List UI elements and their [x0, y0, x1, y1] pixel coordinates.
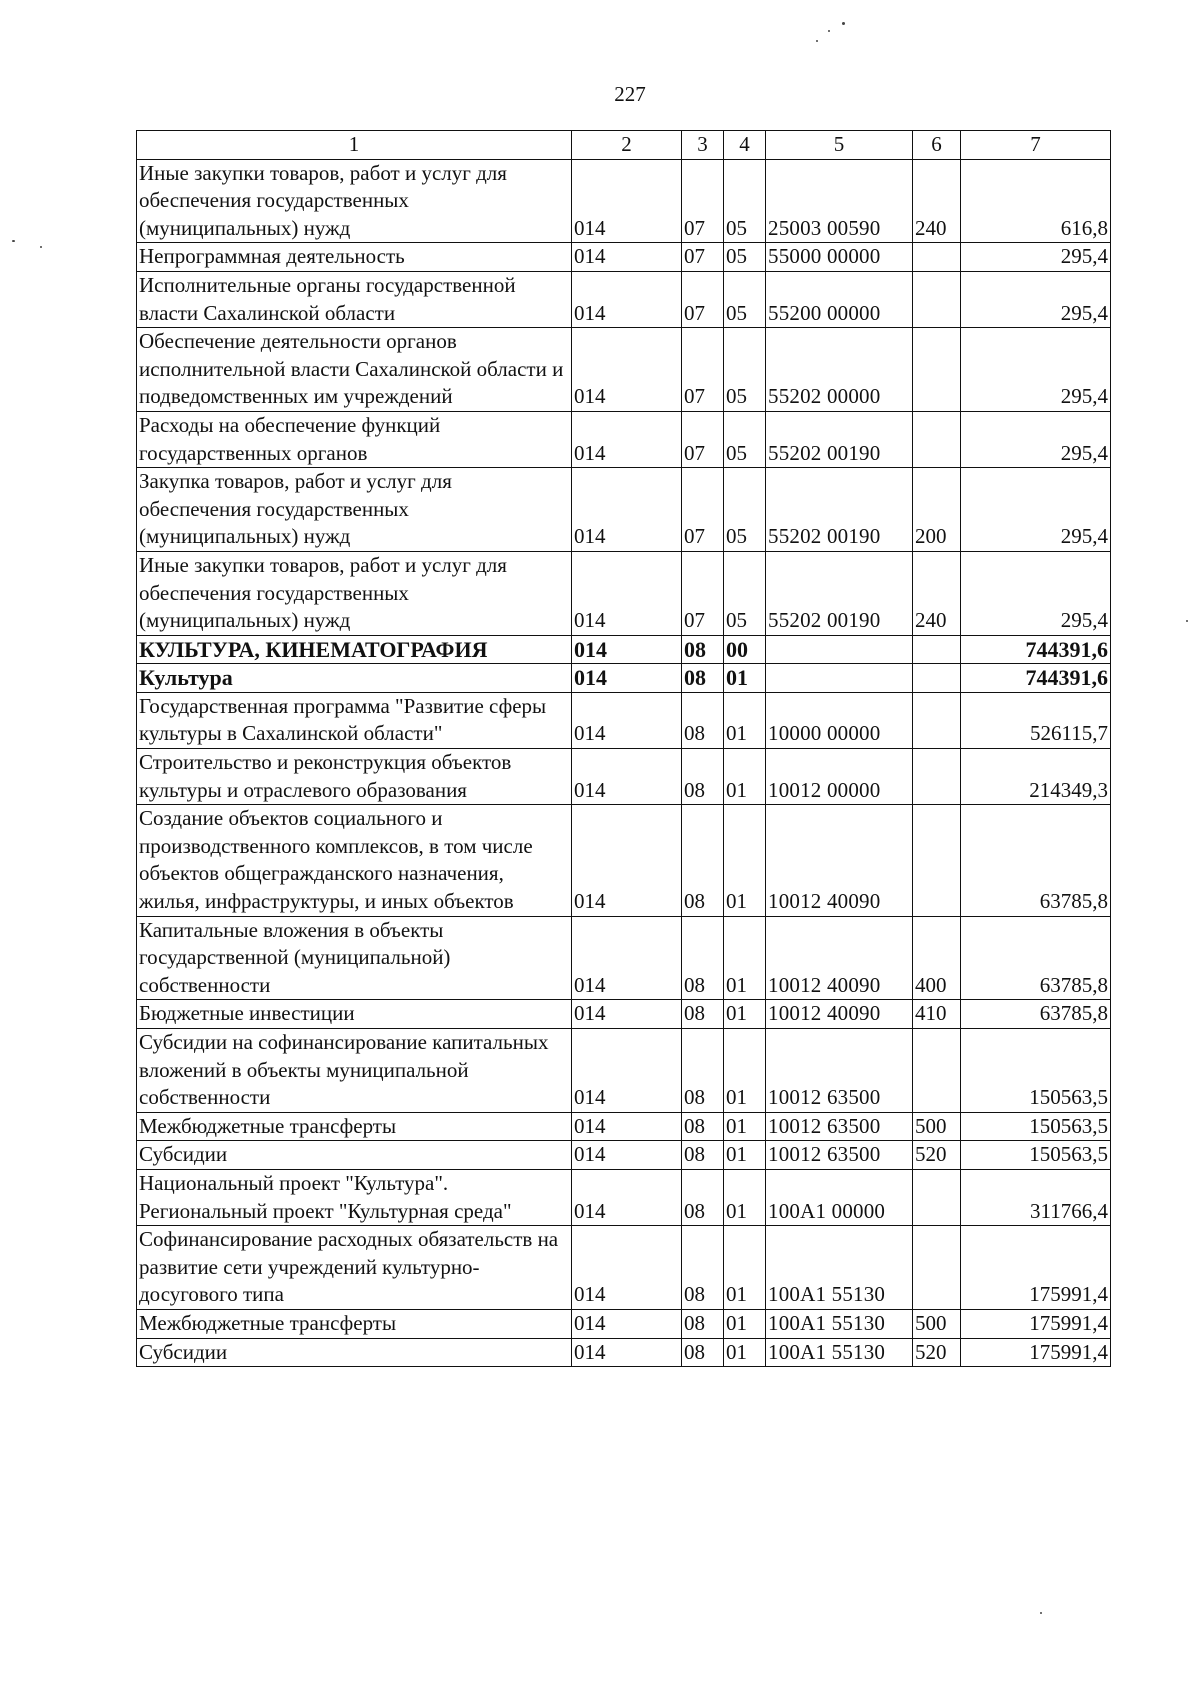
cell-target-article: 55200 00000	[766, 271, 913, 327]
table-row	[137, 1000, 1111, 1029]
table-row	[137, 1338, 1111, 1367]
cell-amount: 63785,8	[961, 805, 1111, 916]
cell-ministry-code: 014	[572, 916, 682, 1000]
cell-ministry-code: 014	[572, 1169, 682, 1225]
table-row	[137, 916, 1111, 1000]
row-name: Государственная программа "Развитие сферы культуры в Сахалинской области"	[137, 692, 572, 748]
budget-table	[136, 130, 1111, 1367]
cell-section: 07	[682, 159, 724, 243]
row-name: Софинансирование расходных обязательств на развитие сети учреждений культурно-досугового типа	[137, 1226, 572, 1310]
scan-speck	[842, 22, 845, 25]
table-row	[137, 1309, 1111, 1338]
cell-amount: 616,8	[961, 159, 1111, 243]
cell-target-article: 100A1 55130	[766, 1309, 913, 1338]
cell-ministry-code: 014	[572, 328, 682, 412]
cell-amount: 150563,5	[961, 1029, 1111, 1113]
table-row	[137, 243, 1111, 272]
cell-section: 07	[682, 243, 724, 272]
cell-amount: 63785,8	[961, 1000, 1111, 1029]
cell-amount: 295,4	[961, 551, 1111, 635]
row-name: Расходы на обеспечение функций государственных органов	[137, 411, 572, 467]
column-header: 7	[961, 131, 1111, 160]
cell-target-article: 100A1 55130	[766, 1226, 913, 1310]
cell-section: 08	[682, 749, 724, 805]
page-number: 227	[614, 82, 646, 106]
cell-subsection: 01	[724, 1029, 766, 1113]
cell-amount: 744391,6	[961, 635, 1111, 664]
cell-section: 07	[682, 271, 724, 327]
table-row	[137, 1226, 1111, 1310]
scan-speck	[1040, 1612, 1042, 1614]
cell-amount: 295,4	[961, 243, 1111, 272]
cell-expense-type	[913, 243, 961, 272]
row-name: Бюджетные инвестиции	[137, 1000, 572, 1029]
cell-expense-type: 500	[913, 1112, 961, 1141]
cell-ministry-code: 014	[572, 1226, 682, 1310]
table-row	[137, 271, 1111, 327]
cell-subsection: 05	[724, 271, 766, 327]
cell-subsection: 01	[724, 1169, 766, 1225]
column-header: 1	[137, 131, 572, 160]
column-header: 3	[682, 131, 724, 160]
cell-amount: 311766,4	[961, 1169, 1111, 1225]
cell-section: 08	[682, 1112, 724, 1141]
cell-target-article: 100A1 00000	[766, 1169, 913, 1225]
cell-subsection: 05	[724, 411, 766, 467]
cell-ministry-code: 014	[572, 1000, 682, 1029]
cell-amount: 295,4	[961, 328, 1111, 412]
cell-ministry-code: 014	[572, 243, 682, 272]
cell-ministry-code: 014	[572, 1309, 682, 1338]
cell-subsection: 05	[724, 468, 766, 552]
cell-ministry-code: 014	[572, 749, 682, 805]
cell-subsection: 01	[724, 1226, 766, 1310]
cell-subsection: 01	[724, 1141, 766, 1170]
row-name: Строительство и реконструкция объектов культуры и отраслевого образования	[137, 749, 572, 805]
cell-expense-type: 240	[913, 159, 961, 243]
cell-target-article: 55000 00000	[766, 243, 913, 272]
table-row	[137, 1169, 1111, 1225]
table-row	[137, 1029, 1111, 1113]
cell-expense-type	[913, 1029, 961, 1113]
cell-target-article: 55202 00190	[766, 411, 913, 467]
cell-ministry-code: 014	[572, 1338, 682, 1367]
row-name: Капитальные вложения в объекты государственной (муниципальной) собственности	[137, 916, 572, 1000]
cell-amount: 214349,3	[961, 749, 1111, 805]
cell-target-article: 10012 00000	[766, 749, 913, 805]
cell-expense-type: 410	[913, 1000, 961, 1029]
cell-section: 08	[682, 1029, 724, 1113]
scan-speck	[40, 246, 42, 248]
cell-ministry-code: 014	[572, 468, 682, 552]
cell-amount: 295,4	[961, 411, 1111, 467]
cell-section: 08	[682, 805, 724, 916]
column-header: 2	[572, 131, 682, 160]
table-row	[137, 1141, 1111, 1170]
table-row	[137, 159, 1111, 243]
table-row	[137, 1112, 1111, 1141]
cell-section: 08	[682, 1000, 724, 1029]
row-name: Создание объектов социального и производственного комплексов, в том числе объектов общегражданского назначения, жилья, инфраструктуры, и иных объектов	[137, 805, 572, 916]
cell-amount: 295,4	[961, 468, 1111, 552]
cell-subsection: 01	[724, 916, 766, 1000]
cell-ministry-code: 014	[572, 411, 682, 467]
cell-ministry-code: 014	[572, 805, 682, 916]
table-header-row	[137, 131, 1111, 160]
cell-section: 08	[682, 1226, 724, 1310]
row-name: КУЛЬТУРА, КИНЕМАТОГРАФИЯ	[137, 635, 572, 664]
cell-section: 07	[682, 411, 724, 467]
cell-expense-type	[913, 635, 961, 664]
cell-expense-type	[913, 664, 961, 693]
cell-expense-type	[913, 1226, 961, 1310]
cell-expense-type	[913, 411, 961, 467]
cell-ministry-code: 014	[572, 159, 682, 243]
cell-section: 08	[682, 1309, 724, 1338]
table-row	[137, 664, 1111, 693]
cell-ministry-code: 014	[572, 271, 682, 327]
cell-ministry-code: 014	[572, 1029, 682, 1113]
cell-amount: 295,4	[961, 271, 1111, 327]
cell-subsection: 01	[724, 1338, 766, 1367]
cell-target-article	[766, 635, 913, 664]
cell-section: 07	[682, 328, 724, 412]
cell-expense-type: 400	[913, 916, 961, 1000]
row-name: Обеспечение деятельности органов исполнительной власти Сахалинской области и подведомственных им учреждений	[137, 328, 572, 412]
cell-target-article: 10012 40090	[766, 805, 913, 916]
row-name: Закупка товаров, работ и услуг для обеспечения государственных (муниципальных) нужд	[137, 468, 572, 552]
cell-expense-type	[913, 749, 961, 805]
cell-section: 08	[682, 1141, 724, 1170]
row-name: Межбюджетные трансферты	[137, 1112, 572, 1141]
scan-speck	[12, 240, 15, 242]
cell-target-article: 55202 00000	[766, 328, 913, 412]
cell-target-article: 25003 00590	[766, 159, 913, 243]
cell-ministry-code: 014	[572, 551, 682, 635]
row-name: Национальный проект "Культура". Региональный проект "Культурная среда"	[137, 1169, 572, 1225]
cell-target-article: 10012 63500	[766, 1112, 913, 1141]
cell-amount: 150563,5	[961, 1112, 1111, 1141]
cell-expense-type: 200	[913, 468, 961, 552]
cell-target-article: 10000 00000	[766, 692, 913, 748]
cell-subsection: 01	[724, 692, 766, 748]
cell-expense-type	[913, 692, 961, 748]
cell-target-article: 55202 00190	[766, 468, 913, 552]
cell-section: 08	[682, 635, 724, 664]
cell-subsection: 00	[724, 635, 766, 664]
cell-expense-type: 520	[913, 1141, 961, 1170]
column-header: 4	[724, 131, 766, 160]
cell-expense-type	[913, 1169, 961, 1225]
row-name: Исполнительные органы государственной власти Сахалинской области	[137, 271, 572, 327]
column-header: 5	[766, 131, 913, 160]
cell-section: 07	[682, 551, 724, 635]
cell-expense-type	[913, 328, 961, 412]
table-row	[137, 328, 1111, 412]
row-name: Субсидии на софинансирование капитальных вложений в объекты муниципальной собственности	[137, 1029, 572, 1113]
cell-subsection: 05	[724, 328, 766, 412]
cell-section: 08	[682, 1338, 724, 1367]
cell-amount: 175991,4	[961, 1309, 1111, 1338]
scan-speck	[816, 40, 818, 42]
cell-subsection: 01	[724, 1309, 766, 1338]
cell-expense-type: 520	[913, 1338, 961, 1367]
row-name: Межбюджетные трансферты	[137, 1309, 572, 1338]
cell-amount: 175991,4	[961, 1226, 1111, 1310]
cell-target-article: 55202 00190	[766, 551, 913, 635]
cell-target-article: 10012 63500	[766, 1141, 913, 1170]
cell-target-article: 100A1 55130	[766, 1338, 913, 1367]
cell-ministry-code: 014	[572, 635, 682, 664]
cell-subsection: 01	[724, 1112, 766, 1141]
scan-speck	[828, 30, 830, 32]
table-row	[137, 749, 1111, 805]
row-name: Субсидии	[137, 1141, 572, 1170]
table-row	[137, 635, 1111, 664]
cell-subsection: 01	[724, 805, 766, 916]
cell-target-article	[766, 664, 913, 693]
cell-ministry-code: 014	[572, 692, 682, 748]
cell-subsection: 05	[724, 243, 766, 272]
scan-speck	[1186, 620, 1188, 622]
table-row	[137, 411, 1111, 467]
cell-expense-type: 240	[913, 551, 961, 635]
cell-ministry-code: 014	[572, 1112, 682, 1141]
table-row	[137, 805, 1111, 916]
cell-expense-type: 500	[913, 1309, 961, 1338]
cell-expense-type	[913, 271, 961, 327]
cell-subsection: 05	[724, 551, 766, 635]
cell-ministry-code: 014	[572, 1141, 682, 1170]
cell-target-article: 10012 63500	[766, 1029, 913, 1113]
cell-target-article: 10012 40090	[766, 916, 913, 1000]
row-name: Иные закупки товаров, работ и услуг для обеспечения государственных (муниципальных) нужд	[137, 551, 572, 635]
cell-section: 08	[682, 664, 724, 693]
cell-section: 08	[682, 916, 724, 1000]
cell-amount: 744391,6	[961, 664, 1111, 693]
cell-amount: 526115,7	[961, 692, 1111, 748]
cell-section: 08	[682, 692, 724, 748]
table-row	[137, 468, 1111, 552]
row-name: Культура	[137, 664, 572, 693]
cell-amount: 63785,8	[961, 916, 1111, 1000]
cell-subsection: 01	[724, 749, 766, 805]
row-name: Субсидии	[137, 1338, 572, 1367]
column-header: 6	[913, 131, 961, 160]
cell-subsection: 05	[724, 159, 766, 243]
row-name: Иные закупки товаров, работ и услуг для обеспечения государственных (муниципальных) нужд	[137, 159, 572, 243]
row-name: Непрограммная деятельность	[137, 243, 572, 272]
cell-expense-type	[913, 805, 961, 916]
table-row	[137, 692, 1111, 748]
cell-section: 07	[682, 468, 724, 552]
cell-subsection: 01	[724, 1000, 766, 1029]
cell-section: 08	[682, 1169, 724, 1225]
cell-amount: 175991,4	[961, 1338, 1111, 1367]
cell-ministry-code: 014	[572, 664, 682, 693]
cell-target-article: 10012 40090	[766, 1000, 913, 1029]
cell-amount: 150563,5	[961, 1141, 1111, 1170]
table-row	[137, 551, 1111, 635]
cell-subsection: 01	[724, 664, 766, 693]
